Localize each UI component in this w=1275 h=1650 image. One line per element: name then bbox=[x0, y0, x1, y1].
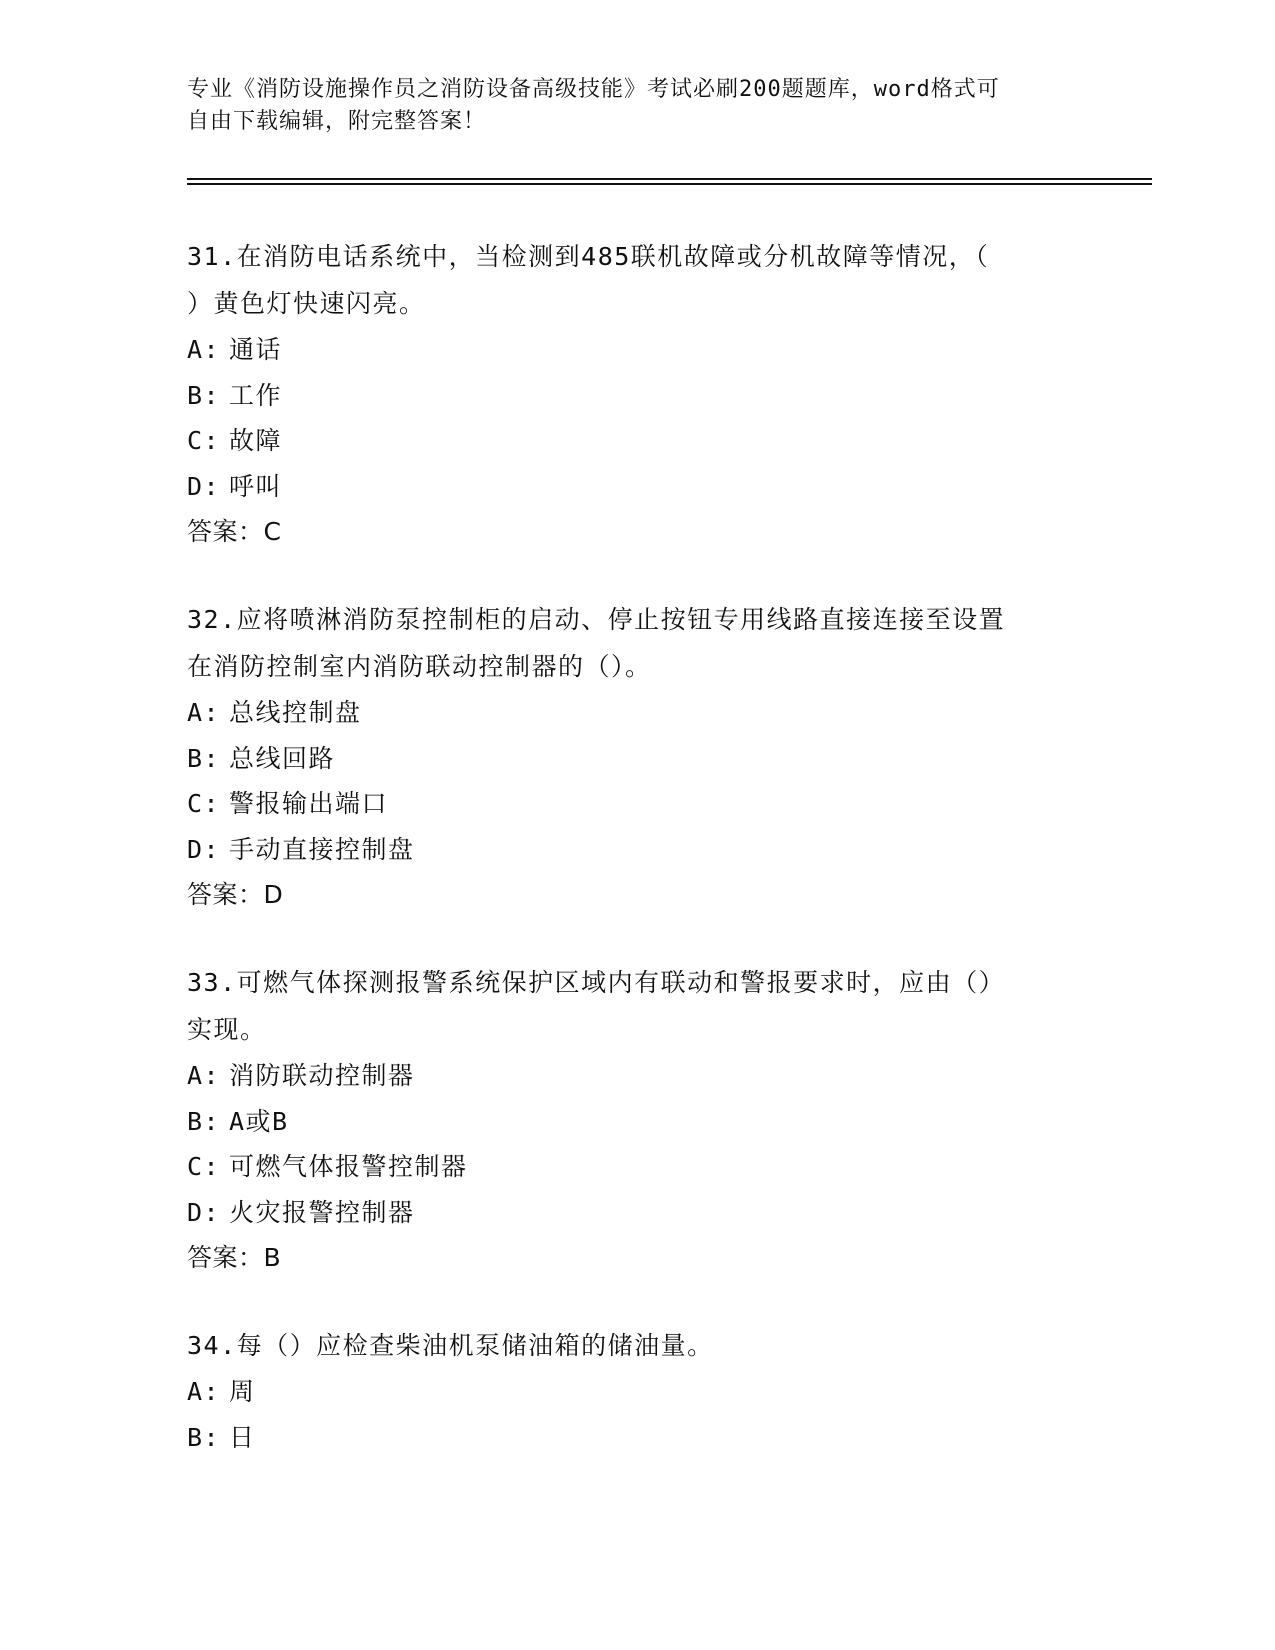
answer-line: 答案：D bbox=[187, 880, 284, 909]
question-stem bbox=[187, 959, 1067, 1053]
option-text: 可燃气体报警控制器 bbox=[229, 1152, 468, 1181]
option-text: 消防联动控制器 bbox=[229, 1061, 415, 1090]
option-text: 故障 bbox=[229, 426, 283, 455]
option-text: 手动直接控制盘 bbox=[229, 834, 415, 864]
header-divider-top bbox=[187, 178, 1152, 180]
question-stem bbox=[187, 1322, 1067, 1369]
option-text: 总线回路 bbox=[229, 743, 336, 773]
option-letter: A: bbox=[187, 1377, 221, 1406]
answer-line: 答案：C bbox=[187, 517, 282, 546]
question-32 bbox=[187, 596, 1067, 918]
option-letter: B: bbox=[187, 1106, 221, 1136]
option-d bbox=[187, 464, 1067, 510]
option-text: A或B bbox=[229, 1106, 289, 1136]
option-letter: C: bbox=[187, 789, 221, 818]
option-text: 通话 bbox=[229, 335, 283, 364]
option-text: 周 bbox=[229, 1377, 256, 1406]
header-line-1: 专业《消防设施操作员之消防设备高级技能》考试必刷200题题库，word格式可 bbox=[187, 77, 1000, 102]
option-d bbox=[187, 827, 1067, 873]
option-b bbox=[187, 1415, 1067, 1461]
question-stem-line: 实现。 bbox=[187, 1015, 267, 1044]
option-a bbox=[187, 327, 1067, 373]
option-text: 总线控制盘 bbox=[229, 698, 362, 727]
answer-line: 答案：B bbox=[187, 1243, 282, 1272]
question-stem-line: ）黄色灯快速闪亮。 bbox=[187, 289, 426, 318]
option-text: 工作 bbox=[229, 380, 283, 410]
question-stem-line: 33.可燃气体探测报警系统保护区域内有联动和警报要求时，应由（） bbox=[187, 968, 1006, 997]
option-letter: C: bbox=[187, 426, 221, 455]
option-letter: B: bbox=[187, 743, 221, 773]
option-b bbox=[187, 1099, 1067, 1145]
question-stem-line: 34.每（）应检查柴油机泵储油箱的储油量。 bbox=[187, 1331, 714, 1360]
option-letter: D: bbox=[187, 471, 221, 501]
option-letter: D: bbox=[187, 1197, 221, 1227]
header-line-2: 自由下载编辑，附完整答案！ bbox=[187, 109, 487, 134]
option-letter: A: bbox=[187, 1061, 221, 1090]
question-stem-line: 在消防控制室内消防联动控制器的（）。 bbox=[187, 652, 652, 681]
header-divider-bottom bbox=[187, 183, 1152, 185]
option-b bbox=[187, 373, 1067, 419]
option-text: 警报输出端口 bbox=[229, 789, 389, 818]
option-letter: B: bbox=[187, 380, 221, 410]
option-text: 日 bbox=[229, 1422, 256, 1452]
question-stem-line: 32.应将喷淋消防泵控制柜的启动、停止按钮专用线路直接连接至设置 bbox=[187, 605, 1006, 634]
option-text: 火灾报警控制器 bbox=[229, 1197, 415, 1227]
option-a bbox=[187, 690, 1067, 736]
option-c bbox=[187, 781, 1067, 827]
question-stem bbox=[187, 233, 1067, 327]
document-header bbox=[187, 74, 1067, 138]
option-c bbox=[187, 1144, 1067, 1190]
option-letter: D: bbox=[187, 834, 221, 864]
option-letter: A: bbox=[187, 698, 221, 727]
option-letter: B: bbox=[187, 1422, 221, 1452]
question-34 bbox=[187, 1322, 1067, 1460]
question-31 bbox=[187, 233, 1067, 555]
option-d bbox=[187, 1190, 1067, 1236]
question-stem bbox=[187, 596, 1067, 690]
option-letter: A: bbox=[187, 335, 221, 364]
question-stem-line: 31.在消防电话系统中，当检测到485联机故障或分机故障等情况，（ bbox=[187, 242, 990, 271]
option-b bbox=[187, 736, 1067, 782]
question-33 bbox=[187, 959, 1067, 1281]
option-a bbox=[187, 1053, 1067, 1099]
option-text: 呼叫 bbox=[229, 471, 283, 501]
option-c bbox=[187, 418, 1067, 464]
option-letter: C: bbox=[187, 1152, 221, 1181]
option-a bbox=[187, 1369, 1067, 1415]
